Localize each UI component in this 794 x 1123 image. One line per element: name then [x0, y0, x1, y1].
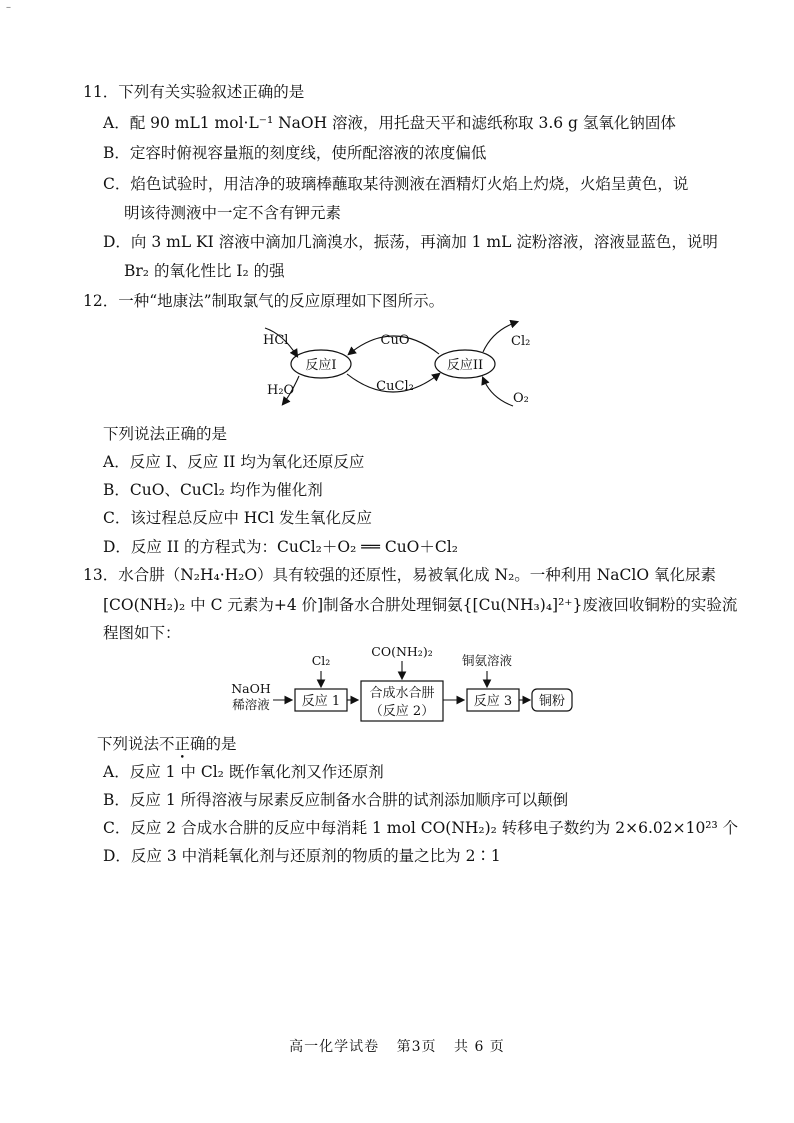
- q11-option-c-line2: 明该待测液中一定不含有钾元素: [124, 204, 342, 222]
- footer-page-number: 第3页: [396, 1039, 437, 1055]
- o2-label: O₂: [513, 391, 529, 406]
- q11-option-b: B．定容时俯视容量瓶的刻度线，使所配溶液的浓度偏低: [103, 144, 487, 162]
- footer-subject: 高一化学试卷: [289, 1039, 380, 1055]
- q13-lead: [97, 734, 237, 754]
- q13-option-b: B．反应 1 所得溶液与尿素反应制备水合肼的试剂添加顺序可以颠倒: [103, 791, 569, 809]
- q12-option-a: A．反应 I、反应 II 均为氧化还原反应: [103, 453, 365, 471]
- reaction2-box-title: 合成水合肼: [369, 686, 435, 701]
- q13-lead-prefix: 下列说法: [97, 735, 160, 753]
- urea-input-label: CO(NH₂)₂: [371, 644, 433, 659]
- q13-stem-line2: [CO(NH₂)₂ 中 C 元素为+4 价]制备水合肼处理铜氨{[Cu(NH₃)₄]²⁺}废液回收铜粉的实验流: [103, 596, 738, 614]
- q12-option-d: D．反应 II 的方程式为：CuCl₂＋O₂ ══ CuO＋Cl₂: [103, 538, 458, 556]
- reaction1-box-label: 反应 1: [301, 694, 341, 709]
- reaction3-box-label: 反应 3: [473, 694, 513, 709]
- process-flow-diagram: [225, 643, 585, 725]
- copper-ammonia-input-label: 铜氨溶液: [461, 653, 513, 668]
- q12-option-c: C．该过程总反应中 HCl 发生氧化反应: [103, 509, 373, 527]
- cucl2-label: CuCl₂: [376, 379, 414, 394]
- reaction2-box-subtitle: （反应 2）: [369, 704, 435, 719]
- cl2-input-label: Cl₂: [311, 653, 331, 668]
- naoh-label: NaOH: [231, 681, 271, 696]
- q11-option-d-line1: D．向 3 mL KI 溶液中滴加几滴溴水，振荡，再滴加 1 mL 淀粉溶液，溶液显蓝色，说明: [103, 233, 718, 251]
- q11-stem: 11．下列有关实验叙述正确的是: [83, 83, 305, 101]
- reaction2-label: 反应II: [446, 358, 484, 373]
- q13-option-c: C．反应 2 合成水合肼的反应中每消耗 1 mol CO(NH₂)₂ 转移电子数约为 2×6.02×10²³ 个: [103, 819, 739, 837]
- q12-lead: 下列说法正确的是: [103, 425, 228, 443]
- cl2-label: Cl₂: [511, 334, 531, 349]
- q13-stem-line1: 13．水合肼（N₂H₄·H₂O）具有较强的还原性，易被氧化成 N₂。一种利用 NaClO 氧化尿素: [83, 566, 716, 584]
- footer-total-pages: 共 6 页: [454, 1039, 505, 1055]
- cuo-label: CuO: [380, 333, 410, 348]
- page-footer: [0, 1036, 794, 1056]
- h2o-label: H₂O: [267, 383, 295, 398]
- q11-option-a: A．配 90 mL1 mol·L⁻¹ NaOH 溶液，用托盘天平和滤纸称取 3.6 g 氢氧化钠固体: [103, 114, 676, 132]
- page-corner-mark: –: [6, 2, 11, 13]
- product-box-label: 铜粉: [538, 694, 566, 709]
- q13-option-a: A．反应 1 中 Cl₂ 既作氧化剂又作还原剂: [103, 763, 384, 781]
- q13-lead-suffix: 的是: [205, 735, 237, 753]
- dilute-solution-label: 稀溶液: [232, 697, 270, 712]
- q13-lead-emphasis: 不正确: [159, 735, 206, 753]
- q11-option-c-line1: C．焰色试验时，用洁净的玻璃棒蘸取某待测液在酒精灯火焰上灼烧，火焰呈黄色，说: [103, 175, 689, 193]
- reaction1-label: 反应I: [305, 358, 337, 373]
- o2-arrow: [483, 378, 513, 406]
- q13-option-d: D．反应 3 中消耗氧化剂与还原剂的物质的量之比为 2∶1: [103, 847, 501, 865]
- q12-stem: 12．一种“地康法”制取氯气的反应原理如下图所示。: [83, 292, 445, 310]
- q11-option-d-line2: Br₂ 的氧化性比 I₂ 的强: [124, 262, 285, 280]
- q12-option-b: B．CuO、CuCl₂ 均作为催化剂: [103, 481, 323, 499]
- q13-stem-line3: 程图如下：: [103, 624, 181, 642]
- reaction-cycle-diagram: [255, 318, 555, 418]
- hcl-label: HCl: [263, 333, 289, 348]
